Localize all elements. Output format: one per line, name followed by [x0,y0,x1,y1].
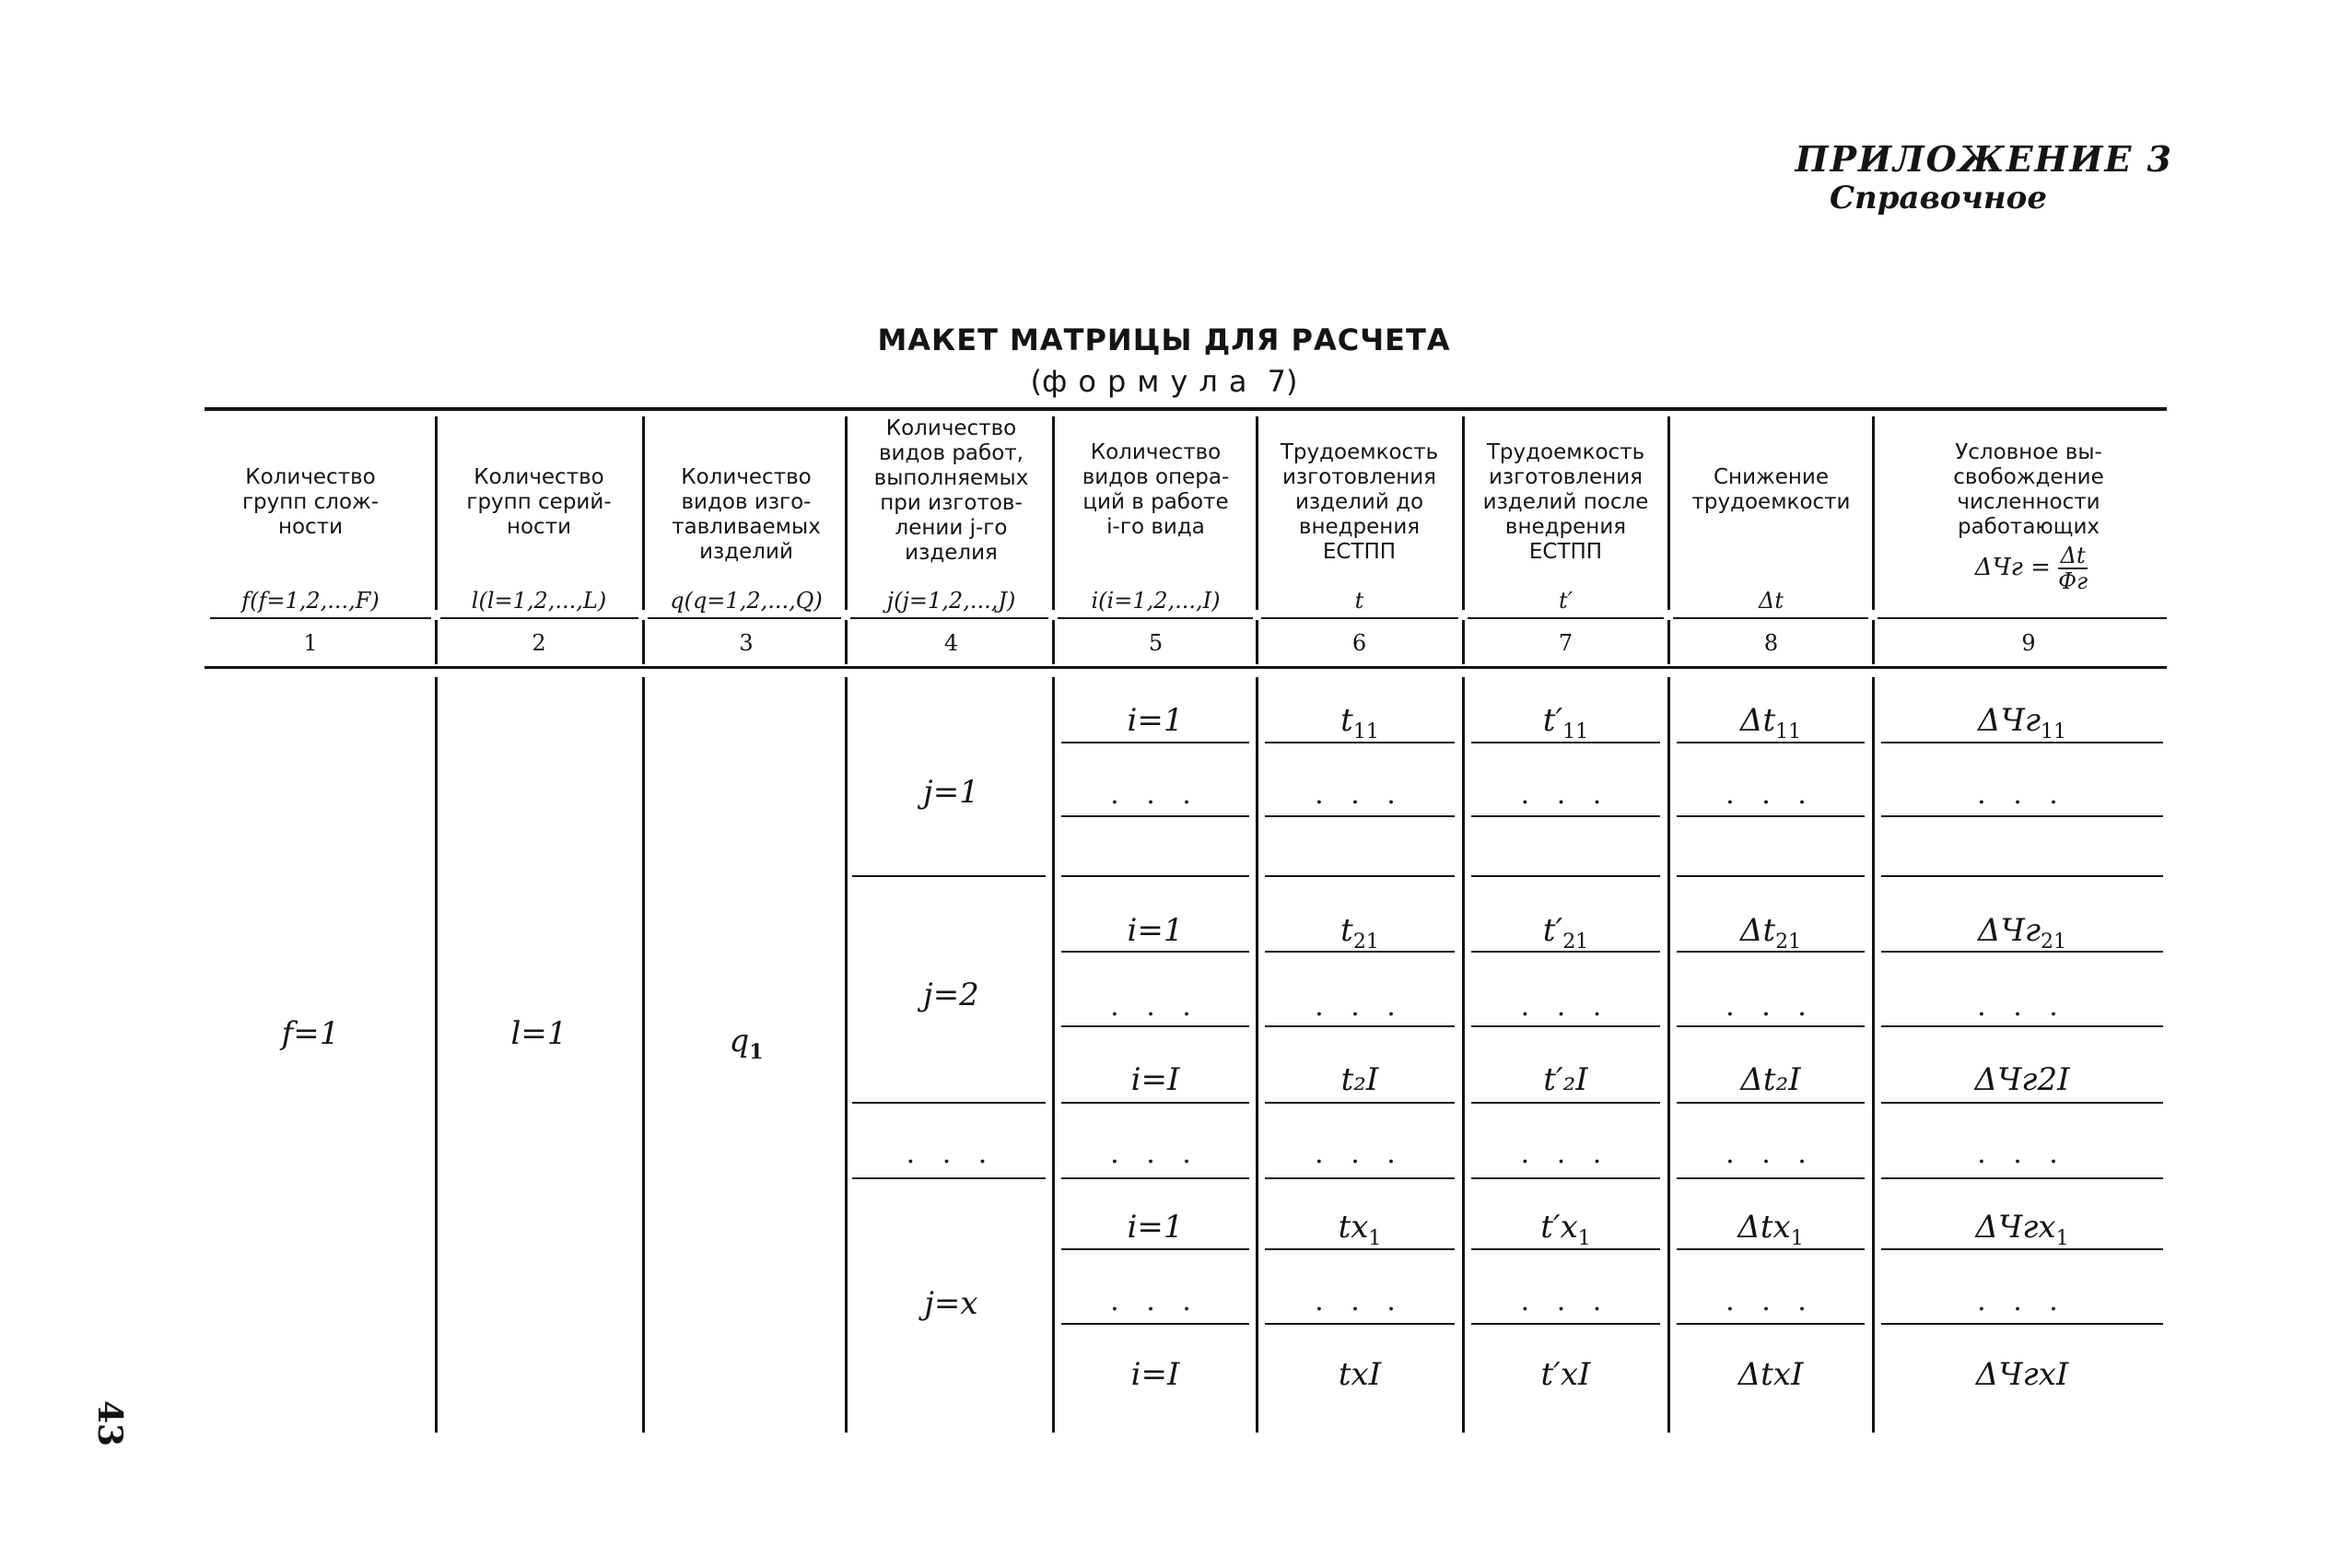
row-3-dt: Δt₂I [1740,1061,1801,1098]
row-5-tp: t′xI [1540,1356,1591,1393]
q-value [645,1023,848,1064]
row-3-tp: t′₂I [1543,1061,1588,1098]
row-rule-6-col-9 [1881,1177,2163,1179]
header-bottom-rule [205,666,2167,669]
q-subscript: 1 [749,1040,764,1064]
col3-var: q(q=1,2,...,Q) [670,588,823,614]
j-label-dots: . . . [906,1138,997,1170]
var-underline-2 [440,617,638,619]
body-divider-1 [435,677,438,1433]
var-underline-5 [1058,617,1253,619]
page-number: 43 [90,1400,129,1447]
row-rule-3-col-5 [1061,951,1249,953]
col4-header: Количество видов работ, выполняемых при изготов- лении j-го изделия [873,416,1029,565]
col2-num: 2 [532,630,546,656]
row-4-i: i=1 [1127,1209,1184,1246]
dots-row-8-col-8: . . . [1726,1285,1816,1317]
row-5-dt: ΔtxI [1737,1356,1804,1393]
j-label-2: j=2 [923,977,979,1013]
col2-var: l(l=1,2,...,L) [471,588,607,614]
row-1-t: $t_{11}$ [1340,702,1379,743]
table-top-rule [205,407,2167,411]
subtitle-word: формула [1042,364,1258,399]
row-5-i: i=I [1130,1356,1180,1393]
row-rule-1-col-5 [1061,815,1249,817]
row-1-tp: $t'_{11}$ [1542,702,1589,743]
row-rule-2-col-5 [1061,875,1249,877]
dots-row-6-col-8: . . . [1726,1138,1816,1170]
dots-row-1-col-6: . . . [1315,778,1405,811]
dots-row-4-col-6: . . . [1315,990,1405,1023]
col3-num: 3 [739,630,754,656]
body-divider-8 [1872,677,1875,1433]
dots-row-6-col-7: . . . [1520,1138,1611,1170]
appendix-type: Справочное [1830,180,2047,216]
var-underline-4 [850,617,1048,619]
row-rule-6-col-6 [1265,1177,1455,1179]
var-underline-1 [210,617,431,619]
row-4-tp: $t'x_1$ [1540,1209,1591,1250]
row-rule-2-col-6 [1265,875,1455,877]
formula [1879,544,2183,593]
row-rule-7-col-5 [1061,1248,1249,1250]
row-rule-1-col-6 [1265,815,1455,817]
col6-num: 6 [1351,630,1367,656]
body-divider-6 [1462,677,1465,1433]
col5-header: Количество видов опера- ций в работе i-го вида [1082,440,1230,539]
row-1-dch: ΔЧг$_{11}$ [1977,702,2067,743]
row-4-dch: ΔЧгx$_1$ [1975,1209,2069,1250]
row-rule-4-col-5 [1061,1025,1249,1027]
row-rule-5-col-9 [1881,1102,2163,1104]
dots-row-1-col-8: . . . [1726,778,1816,811]
row-rule-8-col-7 [1471,1323,1660,1325]
col7-header: Трудоемкость изготовления изделий после внедрения ЕСТПП [1482,440,1649,564]
dots-row-4-col-9: . . . [1977,990,2067,1023]
row-rule-0-col-5 [1061,742,1249,743]
col6-var: t [1354,588,1364,614]
row-rule-8-col-8 [1677,1323,1865,1325]
row-rule-5-col-7 [1471,1102,1660,1104]
dots-row-6-col-6: . . . [1315,1138,1405,1170]
j-label-1: j=1 [923,774,979,811]
col1-header: Количество групп слож- ности [241,465,380,539]
col1-var: f(f=1,2,...,F) [241,588,380,614]
row-4-dt: Δtx$_1$ [1737,1209,1804,1250]
col7-var: t′ [1558,588,1573,614]
col8-header: Снижение трудоемкости [1691,465,1851,514]
col7-num: 7 [1558,630,1573,656]
var-underline-3 [648,617,841,619]
col9-header: Условное вы- свобождение численности работающих [1953,440,2104,539]
formula-denominator: Фг [2058,568,2088,594]
row-3-i: i=I [1130,1061,1180,1098]
col8-var: Δt [1759,588,1784,614]
dots-row-8-col-9: . . . [1977,1285,2067,1317]
row-rule-5-col-6 [1265,1102,1455,1104]
row-rule-8-col-5 [1061,1323,1249,1325]
appendix-label: ПРИЛОЖЕНИЕ 3 [1795,138,2173,180]
row-rule-1-col-7 [1471,815,1660,817]
row-rule-6-col-5 [1061,1177,1249,1179]
row-2-t: $t_{21}$ [1340,912,1379,954]
dots-row-8-col-6: . . . [1315,1285,1405,1317]
row-rule-6-col-8 [1677,1177,1865,1179]
row-3-dch: ΔЧг2I [1974,1061,2070,1098]
row-rule-1-col-9 [1881,815,2163,817]
dots-row-1-col-9: . . . [1977,778,2067,811]
var-underline-8 [1673,617,1868,619]
col8-num: 8 [1763,630,1779,656]
j-separator-3 [852,1177,1046,1179]
row-5-dch: ΔЧгxI [1975,1356,2069,1393]
row-rule-2-col-9 [1881,875,2163,877]
row-rule-5-col-5 [1061,1102,1249,1104]
dots-row-6-col-9: . . . [1977,1138,2067,1170]
col4-num: 4 [943,630,959,656]
row-rule-8-col-9 [1881,1323,2163,1325]
row-2-dch: ΔЧг$_{21}$ [1977,912,2067,954]
formula-numerator: Δt [2060,543,2086,568]
col3-header: Количество видов изго- тавливаемых изделий [672,465,821,564]
row-2-i: i=1 [1127,912,1184,949]
j-label-x: j=x [924,1285,978,1322]
l-value: l=1 [510,1015,567,1052]
row-1-i: i=1 [1127,702,1184,739]
row-1-dt: $\Delta t_{11}$ [1739,702,1802,743]
formula-fraction [2058,544,2088,593]
body-divider-7 [1667,677,1670,1433]
row-rule-1-col-8 [1677,815,1865,817]
dots-row-1-col-5: . . . [1110,778,1200,811]
row-3-t: t₂I [1340,1061,1379,1098]
f-value: f=1 [281,1015,340,1052]
row-rule-4-col-8 [1677,1025,1865,1027]
row-rule-4-col-6 [1265,1025,1455,1027]
col4-var: j(j=1,2,...,J) [886,588,1016,614]
dots-row-8-col-5: . . . [1110,1285,1200,1317]
var-underline-9 [1878,617,2167,619]
row-rule-2-col-7 [1471,875,1660,877]
var-underline-6 [1261,617,1458,619]
row-rule-2-col-8 [1677,875,1865,877]
dots-row-4-col-8: . . . [1726,990,1816,1023]
row-rule-6-col-7 [1471,1177,1660,1179]
row-rule-4-col-9 [1881,1025,2163,1027]
formula-lhs: ΔЧг = [1974,554,2051,581]
dots-row-4-col-7: . . . [1520,990,1611,1023]
col2-header: Количество групп серий- ности [466,465,612,539]
row-2-tp: $t'_{21}$ [1542,912,1589,954]
page-subtitle: (формула 7) [1030,364,1298,399]
row-4-t: $tx_1$ [1338,1209,1382,1250]
dots-row-6-col-5: . . . [1110,1138,1200,1170]
j-separator-1 [852,875,1046,877]
var-underline-7 [1468,617,1664,619]
row-rule-8-col-6 [1265,1323,1455,1325]
dots-row-8-col-7: . . . [1520,1285,1611,1317]
row-5-t: txI [1338,1356,1382,1393]
page-title: МАКЕТ МАТРИЦЫ ДЛЯ РАСЧЕТА [877,322,1451,357]
row-rule-5-col-8 [1677,1102,1865,1104]
col9-num: 9 [2021,630,2036,656]
subtitle-number: 7 [1267,364,1286,399]
q-symbol: q [729,1023,750,1059]
row-rule-4-col-7 [1471,1025,1660,1027]
col1-num: 1 [303,630,318,656]
col5-var: i(i=1,2,...,I) [1091,588,1221,614]
col5-num: 5 [1148,630,1164,656]
body-divider-5 [1256,677,1258,1433]
col6-header: Трудоемкость изготовления изделий до внедрения ЕСТПП [1280,440,1439,564]
dots-row-1-col-7: . . . [1520,778,1611,811]
j-separator-2 [852,1102,1046,1104]
row-2-dt: $\Delta t_{21}$ [1739,912,1802,954]
dots-row-4-col-5: . . . [1110,990,1200,1023]
